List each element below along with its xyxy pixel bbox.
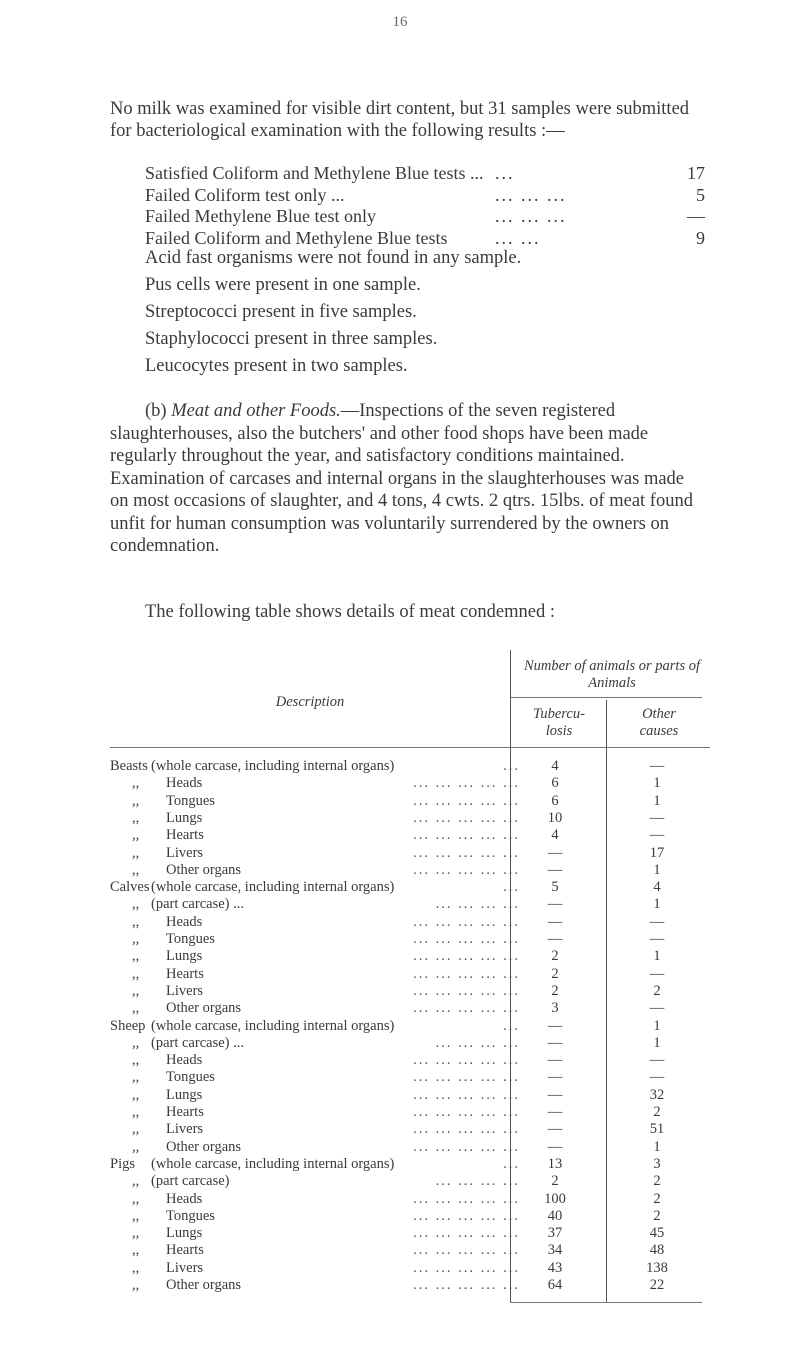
animal-cell: Calves (110, 879, 150, 896)
other-causes-cell: 1 (653, 1017, 661, 1034)
part-cell: Lungs (166, 948, 203, 965)
other-causes-cell: 1 (653, 775, 661, 792)
table-row (110, 845, 710, 862)
leader-dots: ... ... ... ... ... (413, 792, 520, 809)
tuberculosis-cell: — (547, 844, 563, 861)
tuberculosis-cell: 37 (547, 1225, 563, 1242)
table-row (110, 1173, 710, 1190)
animal-cell: Sheep (110, 1017, 146, 1034)
other-causes-cell: 138 (646, 1259, 668, 1276)
tuberculosis-cell: — (547, 896, 563, 913)
part-cell: (whole carcase, including internal organs) (151, 879, 395, 896)
tuberculosis-cell: — (547, 913, 563, 930)
other-causes-cell: 1 (653, 1138, 661, 1155)
milk-results-list (145, 163, 705, 249)
table-row (110, 1069, 710, 1086)
part-cell: Livers (166, 982, 204, 999)
animal-cell: ,, (132, 896, 140, 913)
animal-cell: ,, (132, 827, 140, 844)
leader-dots: ... ... ... ... ... (413, 1121, 520, 1138)
other-causes-cell: — (649, 1052, 665, 1069)
animal-cell: ,, (132, 965, 140, 982)
milk-result-value: 5 (696, 184, 705, 205)
part-cell: Livers (166, 1121, 204, 1138)
tuberculosis-cell: 13 (547, 1155, 563, 1172)
table-row (110, 1104, 710, 1121)
meat-section-label: (b) (145, 401, 167, 421)
table-row (110, 827, 710, 844)
table-row (110, 896, 710, 913)
table-row (110, 1260, 710, 1277)
part-cell: Heads (166, 1190, 203, 1207)
animal-cell: ,, (132, 1086, 140, 1103)
animal-cell: ,, (132, 861, 140, 878)
tuberculosis-cell: 2 (551, 982, 559, 999)
table-row (110, 1087, 710, 1104)
table-row (110, 862, 710, 879)
leader-dots: ... ... ... ... ... (413, 1069, 520, 1086)
animal-cell: ,, (132, 1207, 140, 1224)
tuberculosis-cell: — (547, 1138, 563, 1155)
tuberculosis-cell: 4 (551, 758, 559, 774)
leader-dots: ... ... ... ... ... (413, 1138, 520, 1155)
animal-cell: ,, (132, 913, 140, 930)
other-causes-cell: — (649, 965, 665, 982)
animal-cell: Beasts (110, 758, 148, 774)
other-causes-cell: 2 (653, 1190, 661, 1207)
part-cell: Tongues (166, 1207, 215, 1224)
milk-result-row (145, 163, 705, 185)
part-cell: (part carcase) ... (151, 1034, 244, 1051)
table-row (110, 1018, 710, 1035)
finding-pus-cells: Pus cells were present in one sample. (145, 275, 421, 295)
milk-result-row (145, 206, 705, 228)
leader-dots: ... ... ... ... ... (413, 982, 520, 999)
other-causes-cell: 1 (653, 861, 661, 878)
leader-dots: ... ... ... ... ... (413, 948, 520, 965)
meat-section-heading: Meat and other Foods. (171, 401, 341, 421)
table-row (110, 1121, 710, 1138)
animal-cell: ,, (132, 1259, 140, 1276)
part-cell: Hearts (166, 1104, 204, 1120)
animal-cell: ,, (132, 948, 140, 965)
part-cell: Lungs (166, 1086, 203, 1103)
leader-dots: ... ... ... ... ... (413, 861, 520, 878)
leader-dots: ... ... (495, 227, 541, 248)
milk-result-row (145, 185, 705, 207)
milk-result-value: 17 (687, 163, 705, 183)
other-causes-header: Other causes (639, 706, 679, 739)
finding-staphylococci: Staphylococci present in three samples. (145, 329, 438, 349)
part-cell: Tongues (166, 931, 215, 947)
number-header: Number of animals or parts of Animals (523, 658, 701, 691)
leader-dots: ... (503, 758, 520, 774)
tuberculosis-cell: — (547, 1121, 563, 1138)
table-row (110, 1052, 710, 1069)
tuberculosis-cell: 40 (547, 1207, 563, 1224)
other-causes-cell: 51 (649, 1121, 665, 1138)
header-rule (110, 747, 710, 748)
tuberculosis-cell: 5 (551, 879, 559, 896)
table-row (110, 879, 710, 896)
milk-result-value: 9 (696, 227, 705, 248)
tuberculosis-cell: 43 (547, 1259, 563, 1276)
other-causes-cell: 1 (653, 792, 661, 809)
other-causes-cell: 3 (653, 1155, 661, 1172)
leader-dots: ... ... ... (495, 184, 567, 205)
other-causes-cell: — (649, 1000, 665, 1017)
animal-cell: ,, (132, 931, 140, 947)
part-cell: Hearts (166, 827, 204, 844)
leader-dots: ... ... ... ... ... (413, 1104, 520, 1120)
animal-cell: ,, (132, 1138, 140, 1155)
table-row (110, 1000, 710, 1017)
header-rule (510, 697, 702, 698)
tuberculosis-cell: — (547, 1104, 563, 1120)
other-causes-cell: — (649, 1069, 665, 1086)
part-cell: (part carcase) ... (151, 896, 244, 913)
leader-dots: ... (503, 1155, 520, 1172)
tuberculosis-header: Tubercu- losis (533, 706, 585, 739)
other-causes-cell: 1 (653, 1034, 661, 1051)
leader-dots: ... ... ... ... ... (413, 931, 520, 947)
table-bottom-rule (510, 1302, 702, 1303)
leader-dots: ... ... ... ... (435, 1173, 520, 1190)
leader-dots: ... ... ... (495, 206, 567, 226)
leader-dots: ... ... ... ... ... (413, 1086, 520, 1103)
finding-streptococci: Streptococci present in five samples. (145, 302, 417, 322)
table-row (110, 1225, 710, 1242)
leader-dots: ... ... ... ... ... (413, 1225, 520, 1242)
leader-dots: ... ... ... ... ... (413, 1207, 520, 1224)
table-row (110, 793, 710, 810)
other-causes-cell: — (649, 758, 665, 774)
other-causes-cell: 2 (653, 982, 661, 999)
table-row (110, 983, 710, 1000)
part-cell: (whole carcase, including internal organs) (151, 1017, 395, 1034)
tuberculosis-cell: — (547, 931, 563, 947)
animal-cell: ,, (132, 1052, 140, 1069)
other-causes-cell: — (649, 827, 665, 844)
animal-cell: Pigs (110, 1155, 135, 1172)
table-row (110, 948, 710, 965)
leader-dots: ... ... ... ... (435, 1034, 520, 1051)
part-cell: Other organs (166, 1000, 242, 1017)
leader-dots: ... ... ... ... ... (413, 809, 520, 826)
other-causes-cell: 17 (649, 844, 665, 861)
other-causes-cell: 22 (649, 1277, 665, 1293)
part-cell: Hearts (166, 1242, 204, 1259)
table-row (110, 758, 710, 775)
animal-cell: ,, (132, 844, 140, 861)
animal-cell: ,, (132, 775, 140, 792)
leader-dots: ... ... ... ... ... (413, 844, 520, 861)
meat-section-text: —Inspections of the seven registered slaughterhouses, also the butchers' and other food shops have been made regularly throughout the year, and satisfactory conditions maintained. Examination of carcases and internal organs in the slaughterhouses was made on most occasions of slaughter, and 4 tons, 4 cwts. 2 qtrs. 15lbs. of meat found unfit for human consumption was voluntarily surrendered by the owners on condemnation. (110, 401, 693, 556)
tuberculosis-cell: 6 (551, 792, 559, 809)
table-row (110, 775, 710, 792)
part-cell: Lungs (166, 1225, 203, 1242)
tuberculosis-cell: 4 (551, 827, 559, 844)
tuberculosis-cell: — (547, 1017, 563, 1034)
other-causes-cell: 45 (649, 1225, 665, 1242)
leader-dots: ... ... ... ... ... (413, 1190, 520, 1207)
description-header: Description (275, 694, 345, 710)
part-cell: Hearts (166, 965, 204, 982)
animal-cell: ,, (132, 1069, 140, 1086)
milk-paragraph: No milk was examined for visible dirt content, but 31 samples were submitted for bacteriological examination with the following results :— (110, 99, 690, 141)
tuberculosis-cell: 100 (544, 1190, 566, 1207)
other-causes-cell: 1 (653, 896, 661, 913)
finding-leucocytes: Leucocytes present in two samples. (145, 356, 408, 376)
other-causes-cell: 4 (653, 879, 661, 896)
tuberculosis-cell: 3 (551, 1000, 559, 1017)
tuberculosis-cell: 64 (547, 1277, 563, 1293)
table-row (110, 1242, 710, 1259)
finding-acid-fast: Acid fast organisms were not found in any sample. (145, 248, 522, 268)
tuberculosis-cell: — (547, 1034, 563, 1051)
animal-cell: ,, (132, 1190, 140, 1207)
part-cell: Heads (166, 913, 203, 930)
leader-dots: ... ... ... ... ... (413, 1242, 520, 1259)
part-cell: (part carcase) (151, 1173, 230, 1190)
tuberculosis-cell: — (547, 1052, 563, 1069)
animal-cell: ,, (132, 792, 140, 809)
other-causes-cell: 32 (649, 1086, 665, 1103)
animal-cell: ,, (132, 1277, 140, 1293)
other-causes-cell: 2 (653, 1173, 661, 1190)
other-causes-cell: — (649, 931, 665, 947)
table-row (110, 914, 710, 931)
table-row (110, 1139, 710, 1156)
table-row (110, 1156, 710, 1173)
other-causes-cell: 1 (653, 948, 661, 965)
other-causes-cell: 48 (649, 1242, 665, 1259)
tuberculosis-cell: 34 (547, 1242, 563, 1259)
animal-cell: ,, (132, 1034, 140, 1051)
table-row (110, 966, 710, 983)
leader-dots: ... ... ... ... ... (413, 1052, 520, 1069)
meat-paragraph (110, 400, 698, 558)
tuberculosis-cell: 2 (551, 965, 559, 982)
tuberculosis-cell: — (547, 861, 563, 878)
leader-dots: ... (495, 163, 515, 183)
part-cell: Tongues (166, 792, 215, 809)
tuberculosis-cell: 2 (551, 948, 559, 965)
leader-dots: ... (503, 1017, 520, 1034)
tuberculosis-cell: 6 (551, 775, 559, 792)
table-row (110, 1208, 710, 1225)
meat-condemned-table (110, 650, 710, 1305)
page-number: 16 (392, 14, 408, 30)
part-cell: Livers (166, 1259, 204, 1276)
animal-cell: ,, (132, 1242, 140, 1259)
other-causes-cell: 2 (653, 1104, 661, 1120)
milk-result-label: Failed Coliform test only ... (145, 184, 345, 205)
table-row (110, 1277, 710, 1294)
other-causes-cell: 2 (653, 1207, 661, 1224)
leader-dots: ... ... ... ... ... (413, 1000, 520, 1017)
leader-dots: ... ... ... ... (435, 896, 520, 913)
animal-cell: ,, (132, 1121, 140, 1138)
leader-dots: ... ... ... ... ... (413, 1277, 520, 1293)
part-cell: Tongues (166, 1069, 215, 1086)
part-cell: Livers (166, 844, 204, 861)
milk-result-label: Failed Methylene Blue test only (145, 206, 376, 226)
animal-cell: ,, (132, 1225, 140, 1242)
tuberculosis-cell: — (547, 1069, 563, 1086)
part-cell: (whole carcase, including internal organs) (151, 1155, 395, 1172)
part-cell: Other organs (166, 861, 242, 878)
part-cell: Lungs (166, 809, 203, 826)
milk-result-row (145, 228, 705, 250)
part-cell: Other organs (166, 1277, 242, 1293)
table-row (110, 1191, 710, 1208)
table-row (110, 810, 710, 827)
part-cell: Heads (166, 775, 203, 792)
animal-cell: ,, (132, 1104, 140, 1120)
table-row (110, 931, 710, 948)
part-cell: (whole carcase, including internal organs) (151, 758, 395, 774)
milk-result-value: — (687, 206, 705, 226)
leader-dots: ... ... ... ... ... (413, 913, 520, 930)
other-causes-cell: — (649, 913, 665, 930)
part-cell: Other organs (166, 1138, 242, 1155)
animal-cell: ,, (132, 982, 140, 999)
milk-result-label: Satisfied Coliform and Methylene Blue tests ... (145, 163, 484, 183)
tuberculosis-cell: — (547, 1086, 563, 1103)
animal-cell: ,, (132, 1173, 140, 1190)
leader-dots: ... ... ... ... ... (413, 775, 520, 792)
milk-result-label: Failed Coliform and Methylene Blue tests (145, 227, 448, 248)
table-row (110, 1035, 710, 1052)
leader-dots: ... ... ... ... ... (413, 827, 520, 844)
animal-cell: ,, (132, 1000, 140, 1017)
tuberculosis-cell: 10 (547, 809, 563, 826)
leader-dots: ... (503, 879, 520, 896)
tuberculosis-cell: 2 (551, 1173, 559, 1190)
part-cell: Heads (166, 1052, 203, 1069)
leader-dots: ... ... ... ... ... (413, 965, 520, 982)
leader-dots: ... ... ... ... ... (413, 1259, 520, 1276)
animal-cell: ,, (132, 809, 140, 826)
other-causes-cell: — (649, 809, 665, 826)
table-intro: The following table shows details of meat condemned : (145, 602, 555, 622)
